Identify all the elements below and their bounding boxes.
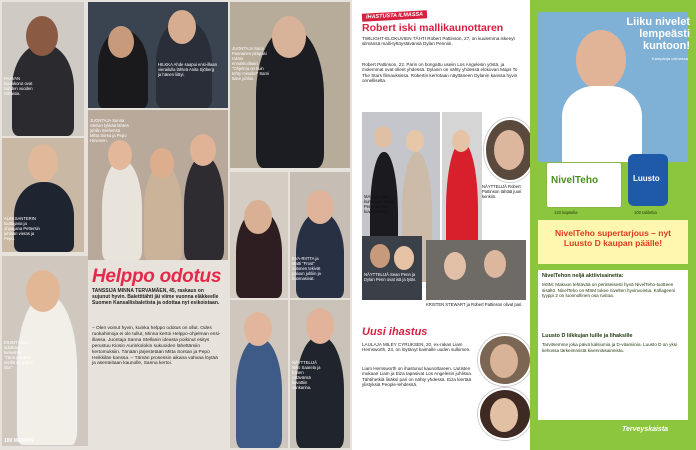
caption-c5: JUONTAJA Sanna Stellan tykkää lähteä juhliin miehensä Mitta Sorsa ja Pepo Hirvonen. <box>90 118 129 143</box>
pack1-label: 120 kapselia <box>554 210 578 215</box>
right-lede-2: LAULAJA MILEY CYRUKSEN, 20, ex-rakas Liam Hemsworth, 23, on löytänyt kaimalle uuden sulkimen. <box>362 342 471 353</box>
article-tag: IHASTUSTA ILMASSA <box>362 10 427 21</box>
list-title: NivelTehon neljä aktiivisainetta: <box>542 273 624 279</box>
list-body: MSM: Makuun tehtävää on perinteisesti hyvä NivelTeho-tuotteen sisältö. NivelTeho on MSM tukee nivelten hyvinvointia. Kollageeni tyyppi 2 on luonnollinen osa rustoa. <box>542 282 676 299</box>
product-nivelteho-label: NivelTeho <box>551 175 599 186</box>
right-page <box>352 0 696 450</box>
caption-c4: ALEKSANTERIN tuottajana ja ohjaajana Pettersin juhlaan vieras ja Pepo. <box>4 216 40 241</box>
caption-r2: NÄYTTELIJÄ Robert Pattinson tähtää juuri kenkiin. <box>482 184 522 199</box>
right-body: Robert Pattinson, 22. Parin on bongattu useiin Los Angelesin yöstä, ja molemmat ovat olleet yhdessä. Dylanin on nähty yhdessä elokuvan Maps To The Stars filmauksissa. Robertin kerrotaan näyttäneen Dylanin kanssa hyvin onnelliselta. <box>362 62 518 84</box>
list-body-2: Tarvitsemme joka päivä kalsiumia ja D-vitamiinia. Luusto D on yksi kehossa tärkeimmistä kivennäisaineista. <box>542 342 678 353</box>
photo-three-women <box>88 110 228 260</box>
caption-r4: KRISTEN STEWART ja Robert Pattinson olivat pari. <box>426 302 523 307</box>
photo-woman-dark <box>230 172 288 298</box>
photo-kristen-robert <box>426 240 526 300</box>
photo-liam-circle <box>478 334 532 386</box>
photo-pregnant-woman <box>2 256 88 446</box>
brand-logo: Terveyskaista <box>622 426 669 433</box>
left-headline: Helppo odotus <box>92 266 222 287</box>
right-body-2: Liam Hemsworth on ihastunut kaunottareen. Uutisten mukaan Liam ja Eiza tapasivat Los Angelesin juhlissa. Tähtihetkiä lisäksi pari on nähty yhdessä. Eiza kiertää ylistyksiä People-lehdessä. <box>362 366 473 388</box>
product-luusto-label: Luusto <box>633 174 660 183</box>
caption-c6: EVA-RIITTA ja Matti "Frost" Siitonen tekivät paluun juhliin ja huomasivat. <box>292 256 321 281</box>
product-nivelteho-box <box>546 162 622 208</box>
caption-c8: NÄYTTELIJÄ Niko Saarela ja hänen ystävänsä kuvattiin sankarina. <box>292 360 321 390</box>
photo-man-glasses <box>290 300 350 448</box>
list-title-2: Luusto D liikkujan luille ja lihaksille <box>542 333 633 339</box>
right-headline-2: Uusi ihastus <box>362 326 428 338</box>
pack2-label: 100 tablettia <box>634 210 657 215</box>
offer-box <box>538 220 688 264</box>
page-number: 100 MENAIS <box>4 438 34 444</box>
photo-couple <box>88 2 228 108</box>
caption-r3: NÄYTTELIJÄ Sean Penn ja Dylan Penn ovat isä ja tytär. <box>364 272 416 282</box>
photo-man-scarf <box>2 2 84 136</box>
ad-headline: Liiku nivelet lempeästi kuntoon! <box>626 16 690 52</box>
ad-info-box <box>538 270 688 420</box>
photo-woman-blue <box>230 300 288 448</box>
right-headline: Robert iski mallikaunottaren <box>362 22 504 34</box>
caption-c2: HILKKA Ahde saapui ensi-illaan vierailulla lähteä Anita Sjöberg ja hänen liittyi. <box>158 62 217 77</box>
photo-eiza-circle <box>478 388 532 440</box>
ad-sub: Kampanja voimassa <box>651 56 688 61</box>
photo-man-bald <box>2 138 84 252</box>
photo-robert-pattinson-circle <box>484 118 536 182</box>
left-body: – Olen voinut hyvin, kuinka helppo odotus on ollut. Odes ruokahimoja ei ole tullut, Minna kertoi Helppo-ohjelman ensi-illassa. Juontaja Sanna Stellanin ideasta poikinut esitys perustuu Kiosin Aurinkolokin sukuoiden lähettämiin kertomuksiin. Tänään järjestetään Mitta Sorsan ja Pepo Heikkilän kanssa. – Tämän prosessin aikana vahvaa löytää ja asenteitaan kaunolle, Sanna kertoi. <box>92 326 221 367</box>
caption-r1: MALLIN uusi kumppani Dylan Penn asettui kuvattavaksi. <box>364 194 395 214</box>
left-lede: TANSSIJA MINNA TERVAMÄEN, 45, raskaus on sujunut hyvin. Balettitähti jäi viime vuonna eläkkeelle Suomen Kansallisbaletista ja odottaa nyt esikoistaan. <box>92 288 220 306</box>
caption-c1: PAAVAN kaulakorut ovat kahden vuoden mittaisia. <box>4 76 33 96</box>
caption-c3: JUONTAJA Sami Paananen pimpasi raksin ennakkoiltaan. "Ohjelma on kuin tehty minulle!" Sami tulee juhliin. <box>232 46 269 81</box>
product-luusto-bottle <box>628 154 668 206</box>
right-lede: TWILIGHT-ELOKUVIEN TÄHTI Robert Pattinson, 27, on kuulemma iskenyt silmänsä malli-tyttöystävänsä Dylan Penniin. <box>362 36 515 47</box>
caption-c7: ESIINTYJÄN odottava tunnelma: "Tänä päivänä meillä on paljon iloa." <box>4 340 34 370</box>
photo-sean-dylan <box>362 236 422 300</box>
advert-nivelteho <box>530 0 696 450</box>
offer-text: NivelTeho supertarjous – nyt Luusto D kaupan päälle! <box>554 228 672 248</box>
photo-man-suit <box>230 2 350 168</box>
photo-older-man <box>290 172 350 298</box>
